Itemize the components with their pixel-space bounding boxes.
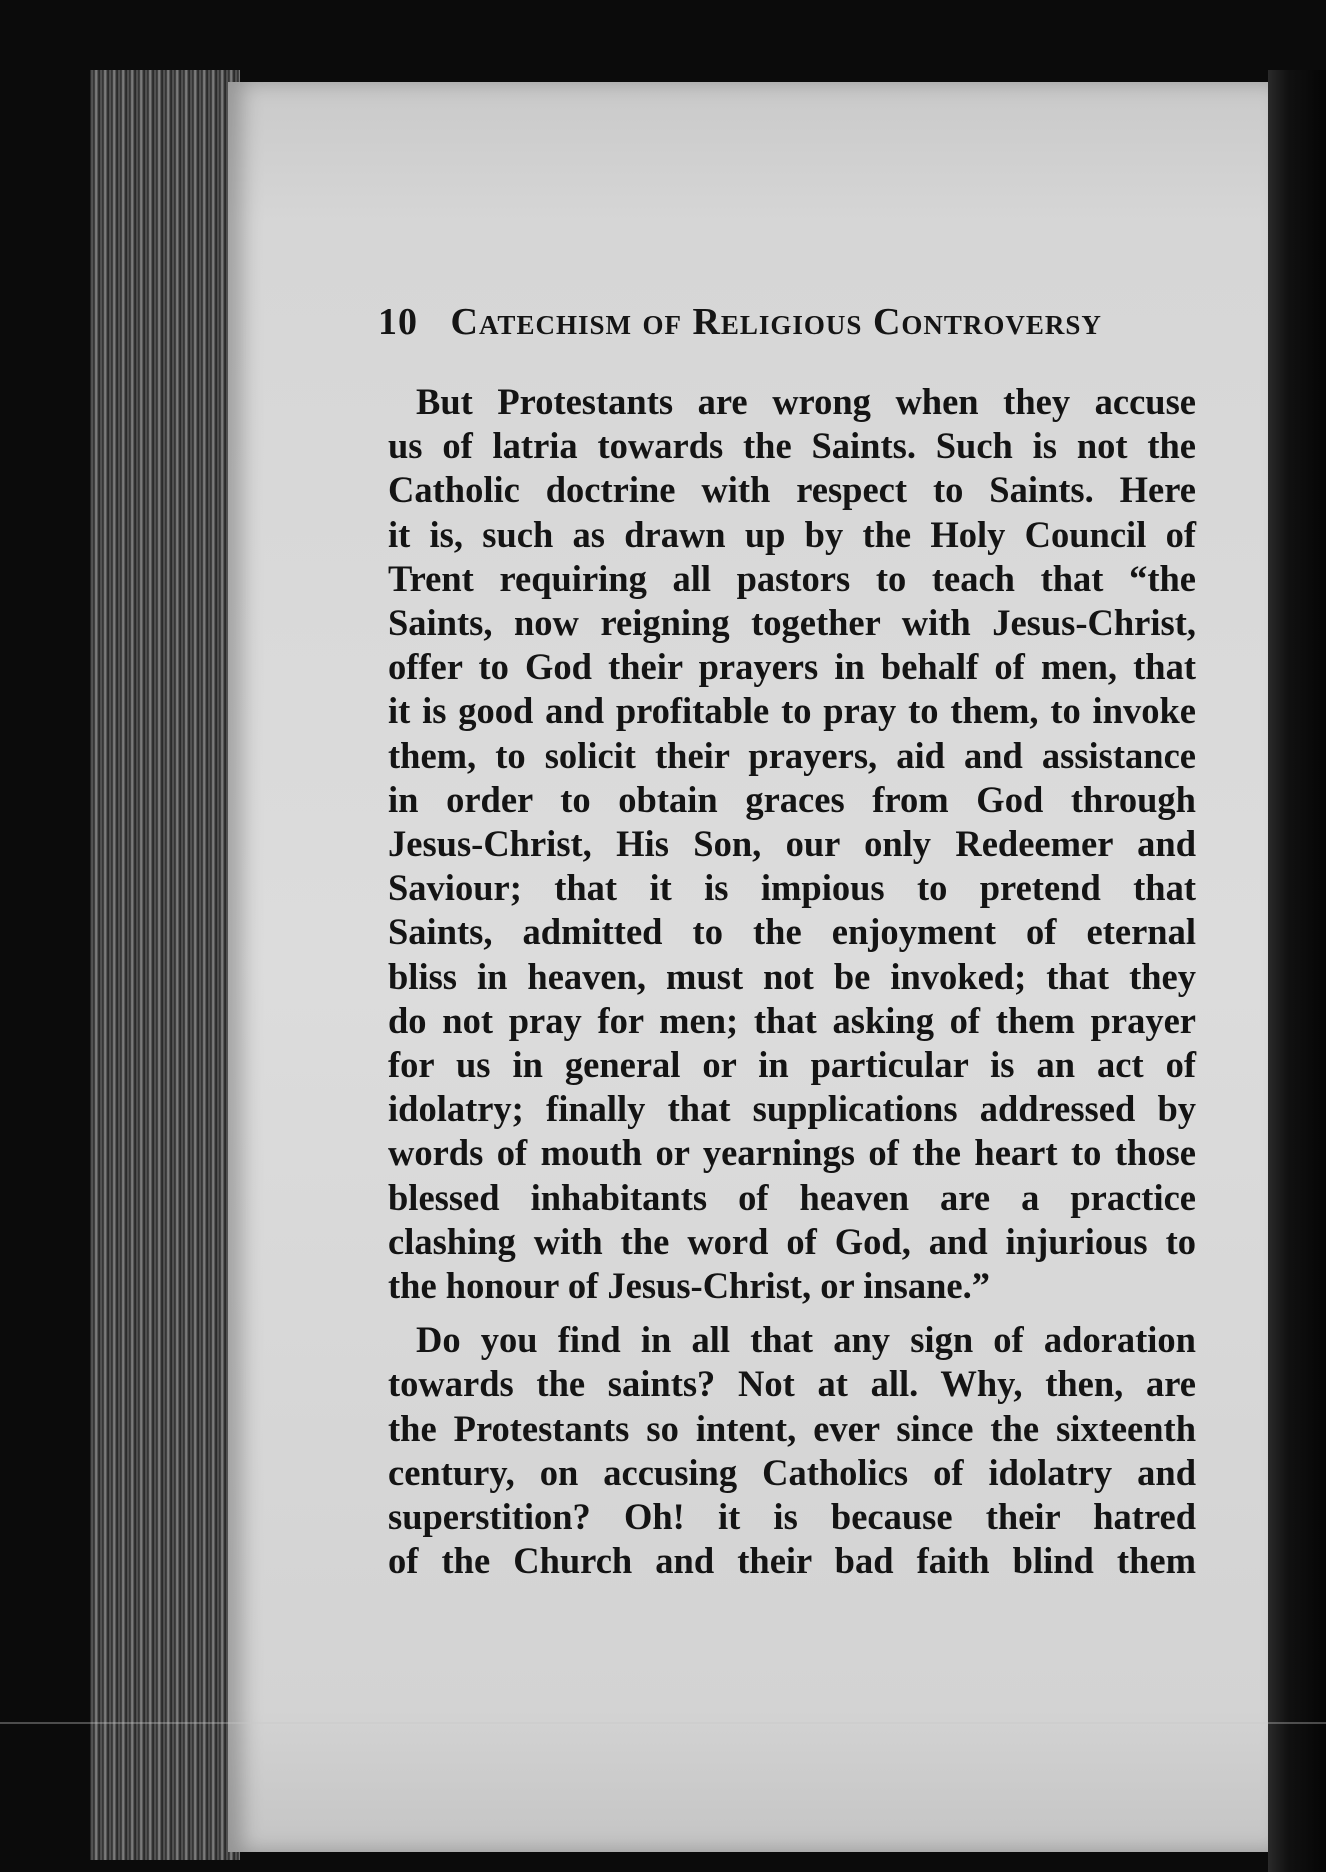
text-line: Do you find in all that any sign of adoration [416, 1319, 1196, 1361]
paragraph-gap [388, 1308, 1196, 1318]
text-line: Jesus-Christ, His Son, our only Redeemer and [388, 823, 1196, 865]
text-line: the honour of Jesus-Christ, or insane.” [388, 1265, 990, 1307]
text-line: it is, such as drawn up by the Holy Council of [388, 513, 1196, 555]
text-line: of the Church and their bad faith blind them [388, 1540, 1196, 1582]
text-line: bliss in heaven, must not be invoked; that they [388, 955, 1196, 997]
text-line: towards the saints? Not at all. Why, then, are [388, 1363, 1196, 1405]
text-line: the Protestants so intent, ever since the sixteenth [388, 1407, 1196, 1449]
running-head [378, 300, 1168, 344]
text-line: Saints, now reigning together with Jesus-Christ, [388, 602, 1196, 644]
text-line: in order to obtain graces from God through [388, 778, 1196, 820]
text-line: superstition? Oh! it is because their hatred [388, 1496, 1196, 1538]
text-line: offer to God their prayers in behalf of men, that [388, 646, 1196, 688]
text-line: clashing with the word of God, and injurious to [388, 1220, 1196, 1262]
text-line: words of mouth or yearnings of the heart to those [388, 1132, 1196, 1174]
text-line: Trent requiring all pastors to teach that “the [388, 557, 1196, 599]
text-line: Saints, admitted to the enjoyment of eternal [388, 911, 1196, 953]
paragraph [388, 380, 1196, 1308]
text-line: for us in general or in particular is an act of [388, 1044, 1196, 1086]
text-line: century, on accusing Catholics of idolatry and [388, 1451, 1196, 1493]
page-gutter-shadow [1268, 70, 1326, 1872]
text-line: do not pray for men; that asking of them prayer [388, 999, 1196, 1041]
text-line: blessed inhabitants of heaven are a practice [388, 1176, 1196, 1218]
text-line: idolatry; finally that supplications addressed by [388, 1088, 1196, 1130]
paragraph [388, 1318, 1196, 1583]
text-line: Saviour; that it is impious to pretend that [388, 867, 1196, 909]
text-line: us of latria towards the Saints. Such is not the [388, 425, 1196, 467]
running-title: Catechism of Religious Controversy [450, 301, 1102, 343]
page-number: 10 [378, 301, 418, 343]
text-line: Catholic doctrine with respect to Saints. Here [388, 469, 1196, 511]
text-line: it is good and profitable to pray to them, to invoke [388, 690, 1196, 732]
scan-artifact-line [0, 1722, 1326, 1724]
text-line: them, to solicit their prayers, aid and assistance [388, 734, 1196, 776]
book-spine-edge [90, 70, 240, 1860]
body-text [388, 380, 1196, 1583]
text-line: But Protestants are wrong when they accuse [416, 381, 1196, 422]
